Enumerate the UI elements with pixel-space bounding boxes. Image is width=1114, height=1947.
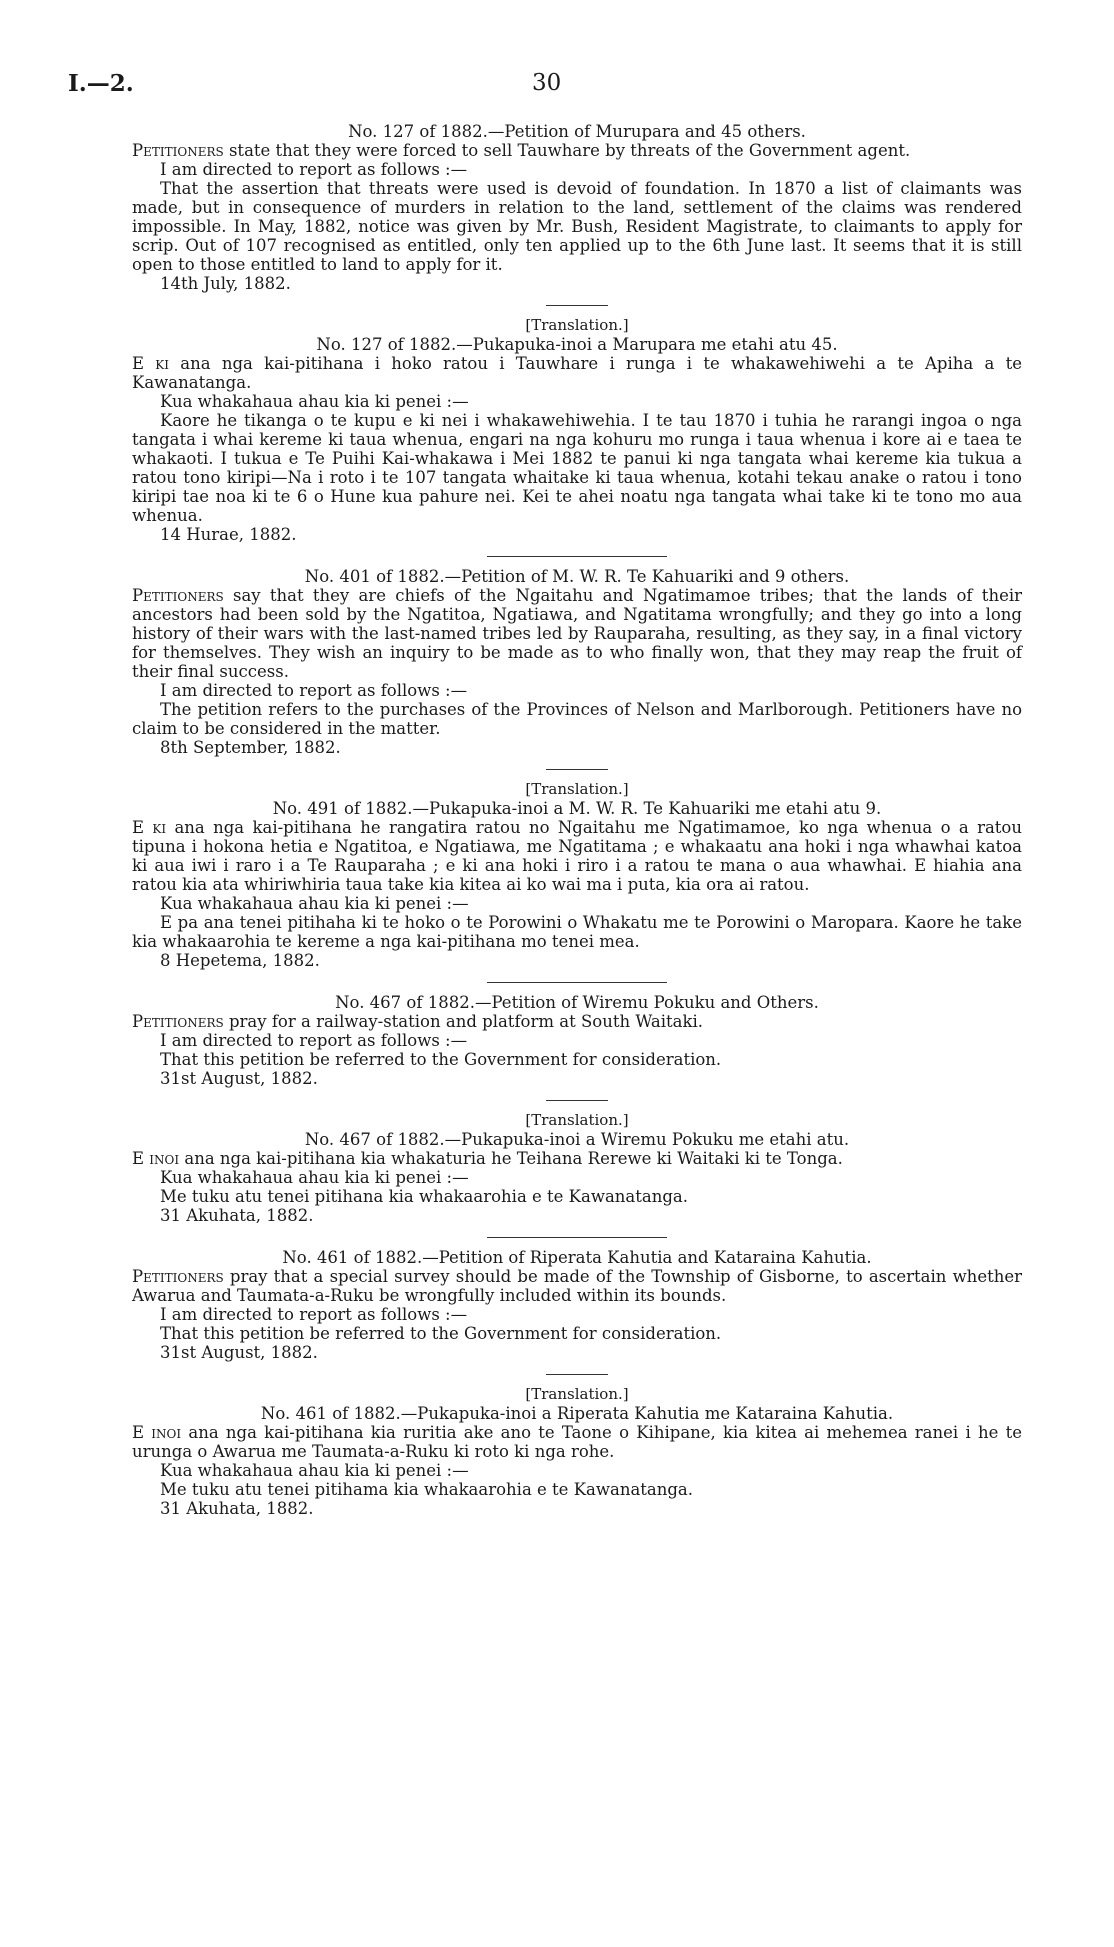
petition-body: ana nga kai-pitihana i hoko ratou i Tauwhare i runga i te whakawehiwehi a te Apiha a te Kawanatanga. <box>132 354 1022 392</box>
petition-body: state that they were forced to sell Tauwhare by threats of the Government agent. <box>228 141 911 160</box>
report-date: 31st August, 1882. <box>160 1343 318 1362</box>
petition-lead: E inoi <box>132 1149 180 1168</box>
petition-summary <box>132 141 1022 160</box>
petition-lead: E inoi <box>132 1423 182 1442</box>
petition-entry <box>132 1248 1022 1362</box>
petition-entry <box>132 567 1022 757</box>
petitions-content <box>132 122 1022 1518</box>
petition-summary <box>132 1149 1022 1168</box>
petition-lead: Petitioners <box>132 1267 224 1286</box>
divider <box>546 1100 608 1101</box>
translation-label: [Translation.] <box>525 1385 629 1403</box>
divider <box>487 556 667 557</box>
report-date: 31 Akuhata, 1882. <box>160 1499 314 1518</box>
petition-body: pray that a special survey should be made of the Township of Gisborne, to ascertain whether Awarua and Taumata-a-Ruku be wrongfully included within its bounds. <box>132 1267 1022 1305</box>
report-text: The petition refers to the purchases of the Provinces of Nelson and Marlborough. Petitioners have no claim to be considered in the matter. <box>132 700 1022 738</box>
petition-body: ana nga kai-pitihana kia whakaturia he Teihana Rerewe ki Waitaki ki te Tonga. <box>184 1149 843 1168</box>
divider <box>546 1374 608 1375</box>
report-directive: Kua whakahaua ahau kia ki penei :— <box>160 392 469 411</box>
petition-title: No. 127 of 1882.—Pukapuka-inoi a Marupara me etahi atu 45. <box>316 335 838 354</box>
report-text: That the assertion that threats were used is devoid of foundation. In 1870 a list of claimants was made, but in consequence of murders in relation to the land, settlement of the claims was rendered impossible. In May, 1882, notice was given by Mr. Bush, Resident Magistrate, to claimants to apply for scrip. Out of 107 recognised as entitled, only ten applied up to the 6th June last. It seems that it is still open to those entitled to land to apply for it. <box>132 179 1022 274</box>
petition-body: ana nga kai-pitihana kia ruritia ake ano te Taone o Kihipane, kia kitea ai mehemea ranei i he te urunga o Awarua me Taumata-a-Ruku ki roto ki nga rohe. <box>132 1423 1022 1461</box>
report-directive: Kua whakahaua ahau kia ki penei :— <box>160 1168 469 1187</box>
report-text: E pa ana tenei pitihaha ki te hoko o te Porowini o Whakatu me te Porowini o Maropara. Kaore he take kia whakaarohia te kereme a nga kai-pitihana mo tenei mea. <box>132 913 1022 951</box>
report-directive: I am directed to report as follows :— <box>160 1305 468 1324</box>
petition-summary <box>132 1012 1022 1031</box>
petition-title: No. 127 of 1882.—Petition of Murupara and 45 others. <box>348 122 806 141</box>
translation-label: [Translation.] <box>525 1111 629 1129</box>
petition-entry <box>132 122 1022 293</box>
petition-body: pray for a railway-station and platform at South Waitaki. <box>228 1012 703 1031</box>
petition-summary <box>132 1267 1022 1305</box>
divider <box>546 305 608 306</box>
petition-summary <box>132 586 1022 681</box>
petition-summary <box>132 354 1022 392</box>
report-text: Me tuku atu tenei pitihana kia whakaarohia e te Kawanatanga. <box>160 1187 688 1206</box>
report-directive: I am directed to report as follows :— <box>160 1031 468 1050</box>
divider <box>546 769 608 770</box>
petition-title: No. 491 of 1882.—Pukapuka-inoi a M. W. R. Te Kahuariki me etahi atu 9. <box>272 799 882 818</box>
report-date: 31 Akuhata, 1882. <box>160 1206 314 1225</box>
report-text: Me tuku atu tenei pitihama kia whakaarohia e te Kawanatanga. <box>160 1480 694 1499</box>
report-text: That this petition be referred to the Government for consideration. <box>160 1050 722 1069</box>
report-directive: I am directed to report as follows :— <box>160 681 468 700</box>
petition-body: ana nga kai-pitihana he rangatira ratou no Ngaitahu me Ngatimamoe, ko nga whenua o a ratou tipuna i hokona hetia e Ngatitoa, e Ngatiawa, me Ngatitama ; e whakaatu ana hoki i nga whawhai katoa ki aua iwi i raro i a Te Rauparaha ; e ki ana hoki i riro i a ratou te mana o aua whawhai. E hiahia ana ratou kia ata whiriwhiria taua take kia kitea ai ko wai ma i puta, kia ora ai ratou. <box>132 818 1022 894</box>
petition-title: No. 467 of 1882.—Petition of Wiremu Pokuku and Others. <box>335 993 819 1012</box>
petition-summary <box>132 818 1022 894</box>
report-text: Kaore he tikanga o te kupu e ki nei i whakawehiwehia. I te tau 1870 i tuhia he rarangi ingoa o nga tangata i whai kereme ki taua whenua, engari na nga kohuru mo runga i taua whenua i kore ai e taea te whakaoti. I tukua e Te Puihi Kai-whakawa i Mei 1882 te panui ki nga tangata whai kereme kia tukua a ratou tono kiripi—Na i roto i te 107 tangata whaitake ki taua whenua, kotahi tekau anake o ratou i tono kiripi tae noa ki te 6 o Hune kua pahure nei. Kei te ahei noatu nga tangata whai take ki te tono mo aua whenua. <box>132 411 1022 525</box>
petition-lead: E ki <box>132 354 170 373</box>
petition-title: No. 401 of 1882.—Petition of M. W. R. Te Kahuariki and 9 others. <box>304 567 850 586</box>
report-date: 8th September, 1882. <box>160 738 341 757</box>
petition-title: No. 461 of 1882.—Pukapuka-inoi a Riperata Kahutia me Kataraina Kahutia. <box>260 1404 894 1423</box>
petition-entry <box>132 993 1022 1088</box>
petition-body: say that they are chiefs of the Ngaitahu and Ngatimamoe tribes; that the lands of their ancestors had been sold by the Ngatitoa, Ngatiawa, and Ngatitama wrongfully; and they go into a long history of their wars with the last-named tribes led by Rauparaha, resulting, as they say, in a final victory for themselves. They wish an inquiry to be made as to who finally won, that they may reap the fruit of their final success. <box>132 586 1022 681</box>
petition-lead: E ki <box>132 818 167 837</box>
petition-title: No. 467 of 1882.—Pukapuka-inoi a Wiremu Pokuku me etahi atu. <box>304 1130 850 1149</box>
report-directive: I am directed to report as follows :— <box>160 160 468 179</box>
divider <box>487 1237 667 1238</box>
petition-title: No. 461 of 1882.—Petition of Riperata Kahutia and Kataraina Kahutia. <box>282 1248 872 1267</box>
translation-entry <box>132 1385 1022 1518</box>
report-date: 14 Hurae, 1882. <box>160 525 297 544</box>
translation-label: [Translation.] <box>525 316 629 334</box>
divider <box>487 982 667 983</box>
page-number: 30 <box>532 70 562 96</box>
report-date: 8 Hepetema, 1882. <box>160 951 320 970</box>
translation-label: [Translation.] <box>525 780 629 798</box>
petition-lead: Petitioners <box>132 586 224 605</box>
report-date: 14th July, 1882. <box>160 274 291 293</box>
report-date: 31st August, 1882. <box>160 1069 318 1088</box>
petition-lead: Petitioners <box>132 141 224 160</box>
petition-lead: Petitioners <box>132 1012 224 1031</box>
section-reference: I.—2. <box>68 70 134 97</box>
translation-entry <box>132 1111 1022 1225</box>
report-directive: Kua whakahaua ahau kia ki penei :— <box>160 1461 469 1480</box>
report-text: That this petition be referred to the Government for consideration. <box>160 1324 722 1343</box>
translation-entry <box>132 316 1022 544</box>
petition-summary <box>132 1423 1022 1461</box>
translation-entry <box>132 780 1022 970</box>
report-directive: Kua whakahaua ahau kia ki penei :— <box>160 894 469 913</box>
